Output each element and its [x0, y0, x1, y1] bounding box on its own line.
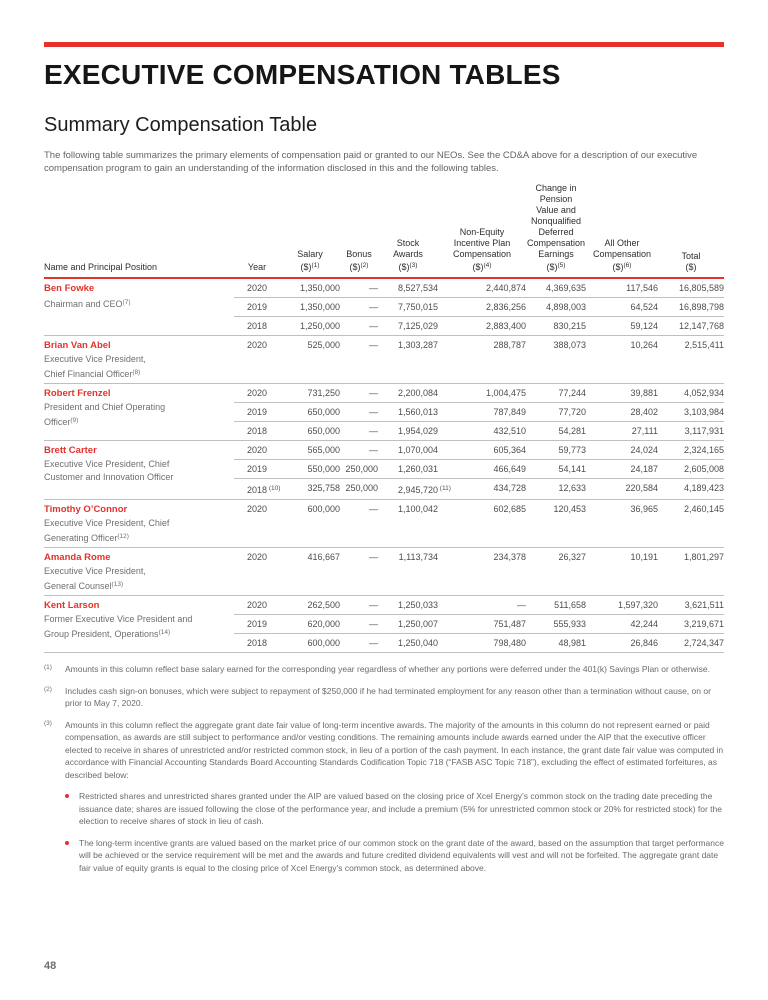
cell-other: 42,244: [586, 615, 658, 634]
cell-total: 2,515,411: [658, 336, 724, 384]
footnote: [44, 685, 724, 710]
cell-non_equity: 234,378: [438, 548, 526, 596]
cell-year: 2020: [234, 596, 280, 615]
footnote-marker: (3): [44, 719, 52, 727]
cell-salary: 620,000: [280, 615, 340, 634]
cell-other: 28,402: [586, 403, 658, 422]
cell-other: 26,846: [586, 634, 658, 653]
position-footnote-ref: (9): [70, 416, 79, 424]
cell-non_equity: 605,364: [438, 441, 526, 460]
cell-other: 39,881: [586, 384, 658, 403]
table-row: [44, 384, 724, 403]
position-footnote-ref: (12): [117, 532, 129, 540]
cell-total: 2,605,008: [658, 460, 724, 479]
cell-stock: 1,954,029: [378, 422, 438, 441]
table-header: [44, 183, 724, 278]
executive-position-line: Executive Vice President, Chief: [44, 517, 170, 528]
executive-name-cell: [44, 278, 234, 336]
cell-total: 2,724,347: [658, 634, 724, 653]
executive-position-line: Generating Officer$^{(12)}$: [44, 532, 129, 543]
executive-section: [44, 596, 724, 653]
summary-compensation-table: [44, 183, 724, 653]
cell-other: 220,584: [586, 479, 658, 500]
cell-stock: 8,527,534: [397, 283, 438, 293]
executive-name-cell: [44, 596, 234, 653]
executive-section: [44, 441, 724, 500]
footnote: [44, 663, 724, 676]
cell-stock: 1,260,031: [378, 460, 438, 479]
cell-total: 2,460,145: [658, 500, 724, 548]
executive-name: Brett Carter: [44, 445, 97, 456]
executive-position-line: President and Chief Operating: [44, 401, 166, 412]
executive-name: Ben Fowke: [44, 283, 95, 294]
executive-position-line: Group President, Operations$^{(14)}$: [44, 628, 171, 639]
footnote-text: Amounts in this column reflect the aggregate grant date fair value of long-term incentive awards. The majority of the amounts in this column do not represent earned or paid compensation, as awards are still subject to performance and/or vesting conditions. The remaining amounts include awards earned under the AIP that the executive officer elected to receive in shares of unrestricted and/or restricted common stock, in lieu of a portion of the cash payment. In each instance, the grant date fair value was computed in accordance with Financial Accounting Standards Board Accounting Standards Codification Topic 718 (“FASB ASC Topic 718”), excluding the effect of estimated forfeitures, as described below:: [65, 719, 724, 780]
column-header-footnote-ref: (2): [360, 262, 369, 269]
cell-salary: 600,000: [280, 634, 340, 653]
cell-total: 2,324,165: [658, 441, 724, 460]
executive-position-line: General Counsel$^{(13)}$: [44, 580, 124, 591]
cell-bonus: —: [340, 634, 378, 653]
cell-salary: 731,250: [280, 384, 340, 403]
cell-bonus: —: [340, 596, 378, 615]
cell-pension: 54,281: [526, 422, 586, 441]
executive-position-line: Chairman and CEO$^{(7)}$: [44, 298, 131, 309]
cell-pension: 26,327: [526, 548, 586, 596]
executive-name: Robert Frenzel: [44, 388, 111, 399]
footnotes-section: [44, 663, 724, 874]
executive-position-line: Chief Financial Officer$^{(8)}$: [44, 368, 141, 379]
executive-section: [44, 384, 724, 441]
cell-non_equity: 2,883,400: [438, 317, 526, 336]
cell-stock: 1,100,042: [378, 500, 438, 548]
cell-stock: 1,250,033: [378, 596, 438, 615]
executive-position-line: Executive Vice President,: [44, 353, 146, 364]
executive-name-cell: [44, 500, 234, 548]
cell-year: 2018: [234, 422, 280, 441]
cell-bonus: —: [340, 317, 378, 336]
cell-pension: 48,981: [526, 634, 586, 653]
executive-name-cell: [44, 336, 234, 384]
executive-position-line: Officer$^{(9)}$: [44, 416, 79, 427]
cell-non_equity: 288,787: [438, 336, 526, 384]
cell-total: 4,189,423: [658, 479, 724, 500]
cell-salary: 1,350,000: [299, 283, 340, 293]
column-header-non_equity: Non-Equity Incentive Plan Compensation ($)$^{(4)}$: [438, 183, 526, 278]
executive-section: [44, 548, 724, 596]
cell-non_equity: 432,510: [438, 422, 526, 441]
cell-year: 2019: [234, 403, 280, 422]
cell-salary: 1,350,000: [280, 298, 340, 317]
executive-position-line: Executive Vice President, Chief: [44, 458, 170, 469]
column-header-footnote-ref: (6): [623, 262, 632, 269]
column-header-footnote-ref: (4): [483, 262, 492, 269]
cell-salary: 262,500: [280, 596, 340, 615]
column-header-pension: Change in Pension Value and Nonqualified Deferred Compensation Earnings ($)$^{(5)}$: [526, 183, 586, 278]
cell-non_equity: 434,728: [438, 479, 526, 500]
cell-year: 2019: [234, 460, 280, 479]
cell-year: 2020: [246, 283, 268, 293]
footnote-marker: (1): [44, 664, 52, 671]
cell-year: 2020: [234, 336, 280, 384]
column-header-name: Name and Principal Position: [44, 183, 234, 278]
cell-stock: 1,560,013: [378, 403, 438, 422]
top-rule: [44, 42, 724, 47]
position-footnote-ref: (14): [158, 628, 171, 636]
footnote-text: Includes cash sign-on bonuses, which were subject to repayment of $250,000 if he had terminated employment for any reason other than a termination without cause, on or prior to May 7, 2020.: [65, 685, 711, 708]
cell-year: 2020: [234, 441, 280, 460]
cell-other: 59,124: [586, 317, 658, 336]
cell-stock: 1,250,007: [378, 615, 438, 634]
executive-name-cell: [44, 441, 234, 500]
cell-salary: 650,000: [280, 403, 340, 422]
cell-stock: 1,113,734: [378, 548, 438, 596]
cell-other: 64,524: [586, 298, 658, 317]
cell-bonus: 250,000: [340, 479, 378, 500]
cell-non_equity: 466,649: [438, 460, 526, 479]
table-row: [44, 596, 724, 615]
cell-pension: 555,933: [526, 615, 586, 634]
executive-position-line: Customer and Innovation Officer: [44, 471, 174, 482]
cell-stock: 1,250,040: [378, 634, 438, 653]
cell-pension: 54,141: [526, 460, 586, 479]
cell-pension: 511,658: [526, 596, 586, 615]
executive-name: Timothy O’Connor: [44, 504, 128, 515]
cell-salary: 325,758: [280, 479, 340, 500]
cell-bonus: —: [340, 422, 378, 441]
cell-salary: 525,000: [280, 336, 340, 384]
cell-non_equity: 1,004,475: [438, 384, 526, 403]
executive-position-line: Executive Vice President,: [44, 565, 146, 576]
cell-bonus: —: [340, 298, 378, 317]
cell-salary: 416,667: [280, 548, 340, 596]
cell-year: 2019: [234, 298, 280, 317]
cell-bonus: —: [340, 548, 378, 596]
table-row: [44, 500, 724, 548]
intro-paragraph: The following table summarizes the primary elements of compensation paid or granted to our NEOs. See the CD&A above for a description of our executive compensation program to gain an understanding of the information disclosed in this and the following tables.: [44, 150, 698, 174]
cell-year: 2018: [234, 634, 280, 653]
cell-pension: 4,369,635: [545, 283, 586, 293]
cell-year: 2018: [234, 317, 280, 336]
footnote-marker: (2): [44, 685, 52, 693]
cell-pension: 4,898,003: [526, 298, 586, 317]
cell-year: 2020: [234, 548, 280, 596]
cell-total: 12,147,768: [658, 317, 724, 336]
cell-other: 1,597,320: [586, 596, 658, 615]
cell-non_equity: —: [438, 596, 526, 615]
cell-other: 24,187: [586, 460, 658, 479]
column-header-footnote-ref: (5): [557, 262, 566, 269]
page-number: 48: [44, 960, 57, 972]
cell-total: 3,621,511: [658, 596, 724, 615]
column-header-footnote-ref: (1): [311, 262, 320, 269]
column-header-year: Year: [234, 183, 280, 278]
executive-section: [44, 278, 724, 336]
cell-total: 4,052,934: [658, 384, 724, 403]
page-title: EXECUTIVE COMPENSATION TABLES: [44, 59, 561, 90]
cell-pension: 77,244: [526, 384, 586, 403]
position-footnote-ref: (8): [132, 368, 141, 376]
cell-salary: 650,000: [280, 422, 340, 441]
executive-name: Kent Larson: [44, 600, 100, 611]
bullet-icon: [65, 841, 69, 845]
cell-year: 2018 (10): [234, 479, 280, 500]
cell-salary: 550,000: [280, 460, 340, 479]
footnote-bullet: [65, 837, 724, 875]
column-header-stock: Stock Awards ($)$^{(3)}$: [378, 183, 438, 278]
cell-stock: 1,303,287: [378, 336, 438, 384]
column-header-footnote-ref: (3): [409, 262, 418, 269]
cell-bonus: —: [340, 336, 378, 384]
cell-pension: 388,073: [526, 336, 586, 384]
cell-other: 10,264: [586, 336, 658, 384]
cell-bonus: 250,000: [340, 460, 378, 479]
cell-other: 27,111: [586, 422, 658, 441]
cell-bonus: —: [369, 283, 378, 293]
cell-non_equity: 602,685: [438, 500, 526, 548]
cell-total: 3,117,931: [658, 422, 724, 441]
cell-non_equity: 2,836,256: [438, 298, 526, 317]
cell-pension: 59,773: [526, 441, 586, 460]
executive-name-cell: [44, 548, 234, 596]
cell-other: 10,191: [586, 548, 658, 596]
footnote-bullet: [65, 790, 724, 828]
cell-year: 2019: [234, 615, 280, 634]
column-header-bonus: Bonus ($)$^{(2)}$: [340, 183, 378, 278]
executive-name: Brian Van Abel: [44, 340, 111, 351]
cell-non_equity: 798,480: [438, 634, 526, 653]
cell-bonus: —: [340, 441, 378, 460]
cell-bonus: —: [340, 615, 378, 634]
cell-non_equity: 751,487: [438, 615, 526, 634]
cell-total: 16,805,589: [678, 283, 724, 293]
cell-other: 117,546: [626, 283, 658, 293]
table-header-row: [44, 183, 724, 278]
cell-pension: 830,215: [526, 317, 586, 336]
cell-bonus: —: [340, 500, 378, 548]
position-footnote-ref: (13): [111, 580, 124, 588]
cell-pension: 120,453: [526, 500, 586, 548]
cell-salary: 600,000: [280, 500, 340, 548]
bullet-text: The long-term incentive grants are valued based on the market price of our common stock on the grant date of the award, based on the assumption that target performance will be achieved or the service requirement will be met and the awards and future credited dividend equivalents will vest and will not be forfeited. The aggregate grant date fair value of equity grants is equal to the closing price of Xcel Energy’s common stock, as determined above.: [79, 837, 724, 873]
cell-bonus: —: [340, 403, 378, 422]
cell-year: 2020: [234, 384, 280, 403]
cell-stock: 7,125,029: [378, 317, 438, 336]
cell-total: 16,898,798: [658, 298, 724, 317]
cell-other: 24,024: [586, 441, 658, 460]
cell-stock: 7,750,015: [378, 298, 438, 317]
footnote: [44, 719, 724, 782]
cell-stock: 1,070,004: [378, 441, 438, 460]
executive-section: [44, 500, 724, 548]
table-row: [44, 441, 724, 460]
executive-position-line: Former Executive Vice President and: [44, 613, 193, 624]
cell-total: 3,219,671: [658, 615, 724, 634]
cell-salary: 565,000: [280, 441, 340, 460]
table-row: [44, 278, 724, 298]
executive-name: Amanda Rome: [44, 552, 111, 563]
executive-section: [44, 336, 724, 384]
executive-name-cell: [44, 384, 234, 441]
cell-other: 36,965: [586, 500, 658, 548]
cell-non_equity: 2,440,874: [485, 283, 526, 293]
column-header-total: Total ($): [658, 183, 724, 278]
footnote-text: Amounts in this column reflect base salary earned for the corresponding year regardless of whether any portions were deferred under the 401(k) Savings Plan or otherwise.: [65, 664, 710, 674]
cell-stock: 2,945,720 (11): [378, 479, 438, 500]
column-header-salary: Salary ($)$^{(1)}$: [280, 183, 340, 278]
bullet-text: Restricted shares and unrestricted shares granted under the AIP are valued based on the closing price of Xcel Energy’s common stock on the trading date preceding the issuance date; shares are issued following the close of the performance year, and include a premium (5% for unrestricted common stock or 20% for restricted stock) for the election to receive shares of stock in lieu of cash.: [79, 791, 722, 826]
table-row: [44, 548, 724, 596]
cell-stock: 2,200,084: [378, 384, 438, 403]
cell-pension: 12,633: [526, 479, 586, 500]
cell-salary: 1,250,000: [280, 317, 340, 336]
cell-year: 2020: [234, 500, 280, 548]
cell-bonus: —: [340, 384, 378, 403]
bullet-icon: [65, 794, 69, 798]
position-footnote-ref: (7): [122, 298, 131, 306]
cell-total: 3,103,984: [658, 403, 724, 422]
table-row: [44, 336, 724, 384]
cell-total: 1,801,297: [658, 548, 724, 596]
cell-pension: 77,720: [526, 403, 586, 422]
section-title: Summary Compensation Table: [44, 114, 318, 136]
column-header-other: All Other Compensation ($)$^{(6)}$: [586, 183, 658, 278]
cell-non_equity: 787,849: [438, 403, 526, 422]
